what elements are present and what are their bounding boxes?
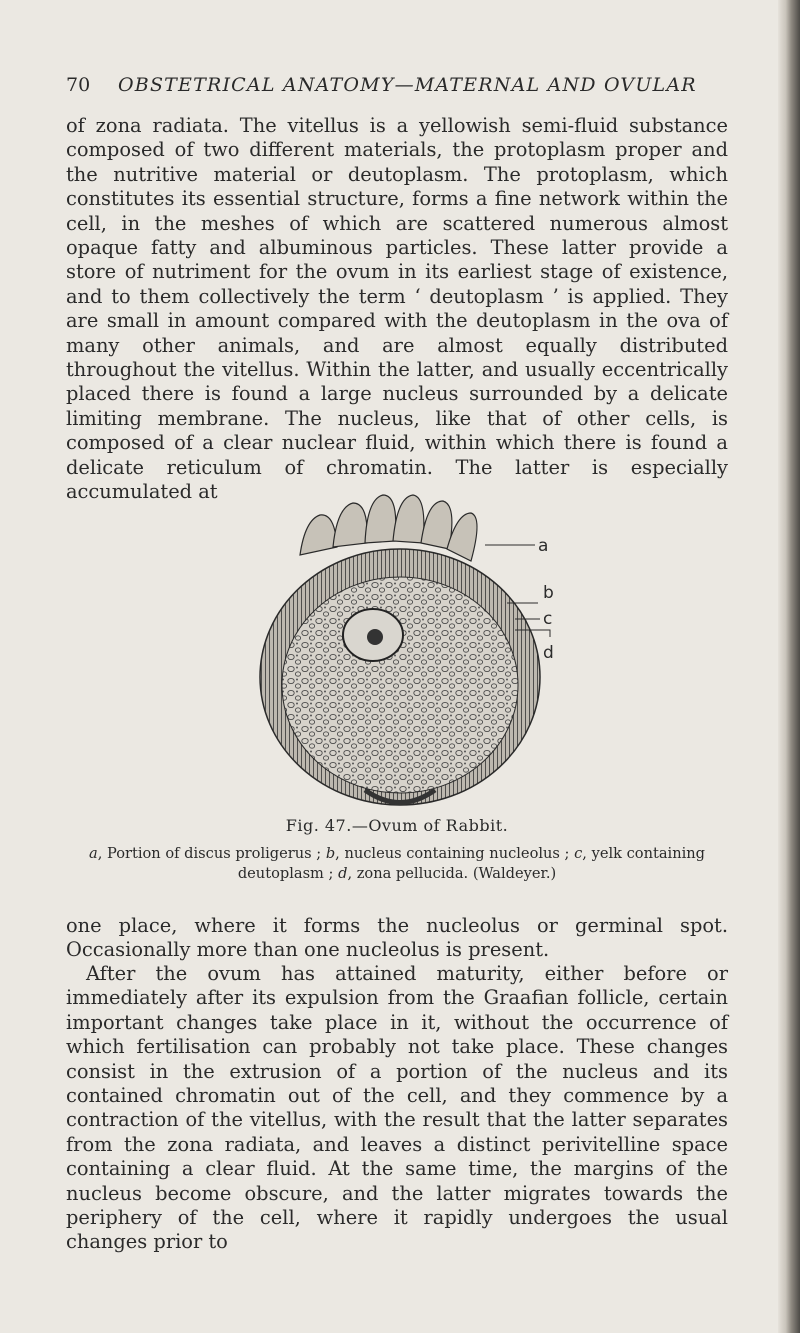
ovum-of-rabbit-illustration — [245, 485, 575, 815]
page-number: 70 — [66, 74, 91, 96]
figure-caption-title: Fig. 47.—Ovum of Rabbit. — [285, 816, 509, 835]
body-paragraph-bottom: After the ovum has attained maturity, either before or immediately after its expulsion from the Graafian follicle, certain important changes take place in it, without the occurrence of which fertilisation can probably not take place. These changes consist in the extrusion of a portion of the nucleus and its contained chromatin out of the cell, and they commence by a contraction of the vitellus, with the result that the latter separates from the zona radiata, and leaves a distinct perivitelline space containing a clear fluid. At the same time, the margins of the nucleus become obscure, and the latter migrates towards the periphery of the cell, where it rapidly undergoes the usual changes prior to — [66, 962, 728, 1254]
body-paragraph-mid: one place, where it forms the nucleolus or germinal spot. Occasionally more than one nucleolus is present. — [66, 914, 728, 962]
body-paragraph-top: of zona radiata. The vitellus is a yellowish semi-fluid substance composed of two different materials, the protoplasm proper and the nutritive material or deutoplasm. The protoplasm, which constitutes its essential structure, forms a fine network within the cell, in the meshes of which are scattered numerous almost opaque fatty and albuminous particles. These latter provide a store of nutriment for the ovum in its earliest stage of existence, and to them collectively the term ‘ deutoplasm ’ is applied. They are small in amount compared with the deutoplasm in the ova of many other animals, and are almost equally distributed throughout the vitellus. Within the latter, and usually eccentrically placed there is found a large nucleus surrounded by a delicate limiting membrane. The nucleus, like that of other cells, is composed of a clear nuclear fluid, within which there is found a delicate reticulum of chromatin. The latter is especially accumulated at — [66, 114, 728, 504]
legend-key-d: d — [338, 865, 348, 882]
legend-key-b: b — [325, 845, 336, 862]
nucleolus — [367, 629, 383, 645]
figure-label-d: d — [543, 643, 554, 663]
legend-text-c: yelk containing deutoplasm ; — [237, 845, 706, 882]
running-header — [66, 74, 756, 104]
page-edge-shadow — [778, 0, 800, 1333]
legend-key-c: c — [574, 845, 583, 862]
figure-caption-legend: a, Portion of discus proligerus ; b, nucleus containing nucleolus ; c, yelk containing deutoplasm ; d, zona pellucida. (Waldeyer.) — [88, 845, 706, 882]
vitellus — [282, 577, 518, 793]
figure-label-c: c — [543, 609, 553, 629]
running-title: OBSTETRICAL ANATOMY—MATERNAL AND OVULAR — [118, 74, 697, 96]
legend-text-d: zona pellucida. — [356, 865, 469, 882]
legend-text-a: Portion of discus proligerus ; — [106, 845, 322, 862]
legend-text-b: nucleus containing nucleolus ; — [344, 845, 570, 862]
figure-label-b: b — [543, 583, 554, 603]
legend-key-a: a — [88, 845, 98, 862]
figure-credit: (Waldeyer.) — [472, 865, 557, 882]
figure-label-a: a — [538, 536, 549, 556]
